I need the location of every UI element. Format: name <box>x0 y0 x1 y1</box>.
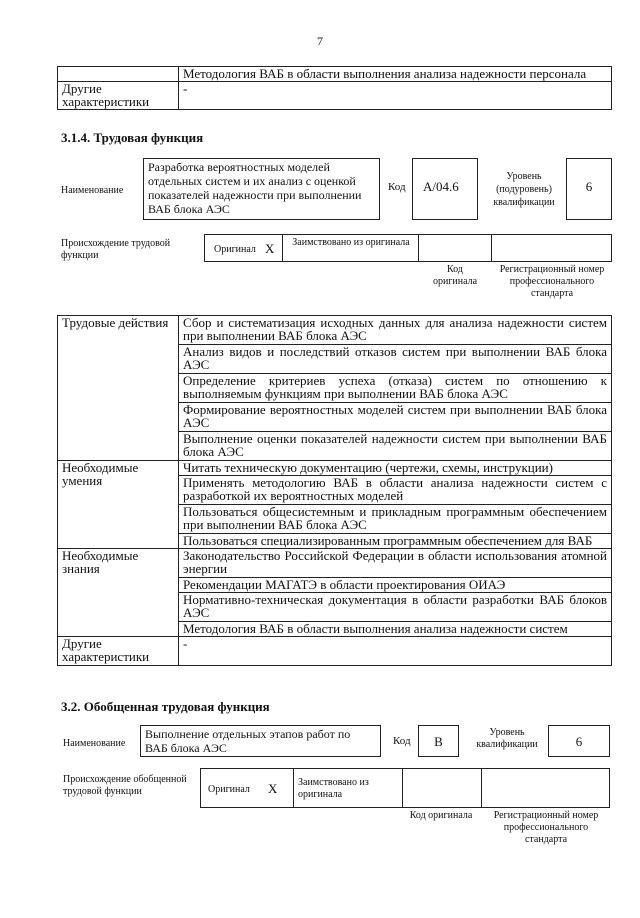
group-label: Необходимые умения <box>58 461 179 549</box>
list-item: Сбор и систематизация исходных данных для анализа надежности систем при выполнении ВАБ блока АЭС <box>179 316 612 345</box>
divider <box>481 768 482 808</box>
table-cell-label <box>58 67 179 82</box>
original-label: Оригинал <box>208 784 250 795</box>
table-row <box>58 316 612 345</box>
code-original-label: Код оригинала <box>409 810 473 821</box>
table-row <box>58 82 612 110</box>
reg-number-label: Регистрационный номер профессионального стандарта <box>493 810 599 845</box>
section-heading-314: 3.1.4. Трудовая функция <box>61 130 204 145</box>
name-value: Разработка вероятностных моделей отдельных систем и их анализ с оценкой показателей надежности при выполнении ВАБ блока АЭС <box>143 158 380 220</box>
table-row <box>58 637 612 666</box>
origin-label: Происхождение трудовой функции <box>61 238 171 261</box>
name-label: Наименование <box>63 738 126 749</box>
level-value: 6 <box>548 725 610 757</box>
divider <box>418 234 419 262</box>
details-table <box>57 315 612 666</box>
divider <box>491 234 492 262</box>
list-item: Законодательство Российской Федерации в области использования атомной энергии <box>179 549 612 578</box>
list-item: Анализ видов и последствий отказов систем при выполнении ВАБ блока АЭС <box>179 345 612 374</box>
name-value: Выполнение отдельных этапов работ по ВАБ блока АЭС <box>140 725 381 757</box>
list-item: - <box>179 637 612 666</box>
list-item: Пользоваться специализированным программным обеспечением для ВАБ <box>179 534 612 549</box>
section-heading-32: 3.2. Обобщенная трудовая функция <box>61 699 270 714</box>
list-item: Применять методологию ВАБ в области анализа надежности систем с разработкой их вероятностных моделей <box>179 476 612 505</box>
list-item: Рекомендации МАГАТЭ в области проектирования ОИАЭ <box>179 578 612 593</box>
table-row <box>58 461 612 476</box>
divider <box>293 768 294 808</box>
borrowed-label: Заимствовано из оригинала <box>298 777 369 800</box>
divider <box>282 234 283 262</box>
code-label: Код <box>388 181 406 193</box>
level-label: Уровень (подуровень) квалификации <box>493 171 555 208</box>
table-cell-value: - <box>179 82 612 110</box>
page-number: 7 <box>317 34 323 48</box>
origin-label: Происхождение обобщенной трудовой функции <box>63 774 187 797</box>
original-mark: Х <box>265 241 275 256</box>
code-original-label: Код оригинала <box>432 264 478 287</box>
reg-number-label: Регистрационный номер профессионального стандарта <box>499 264 605 299</box>
top-table <box>57 66 612 110</box>
list-item: Методология ВАБ в области выполнения анализа надежности систем <box>179 622 612 637</box>
table-cell-label: Другие характеристики <box>58 82 179 110</box>
table-row <box>58 67 612 82</box>
table-cell-value: Методология ВАБ в области выполнения анализа надежности персонала <box>179 67 612 82</box>
code-value: A/04.6 <box>412 158 478 220</box>
level-value: 6 <box>566 158 612 220</box>
divider <box>402 768 403 808</box>
group-label: Другие характеристики <box>58 637 179 666</box>
borrowed-label: Заимствовано из оригинала <box>292 237 410 248</box>
code-label: Код <box>393 735 411 747</box>
list-item: Нормативно-техническая документация в области разработки ВАБ блоков АЭС <box>179 593 612 622</box>
list-item: Выполнение оценки показателей надежности систем при выполнении ВАБ блока АЭС <box>179 432 612 461</box>
list-item: Читать техническую документацию (чертежи, схемы, инструкции) <box>179 461 612 476</box>
list-item: Определение критериев успеха (отказа) систем по отношению к выполняемым функциям при выполнении ВАБ блока АЭС <box>179 374 612 403</box>
original-mark: Х <box>268 781 278 796</box>
group-label: Трудовые действия <box>58 316 179 461</box>
list-item: Формирование вероятностных моделей систем при выполнении ВАБ блока АЭС <box>179 403 612 432</box>
list-item: Пользоваться общесистемным и прикладным программным обеспечением при выполнении ВАБ блока АЭС <box>179 505 612 534</box>
table-row <box>58 549 612 578</box>
original-label: Оригинал <box>214 244 256 255</box>
code-value: В <box>418 725 459 757</box>
group-label: Необходимые знания <box>58 549 179 637</box>
level-label: Уровень квалификации <box>476 727 538 750</box>
origin-table <box>200 768 610 808</box>
name-label: Наименование <box>61 185 124 196</box>
